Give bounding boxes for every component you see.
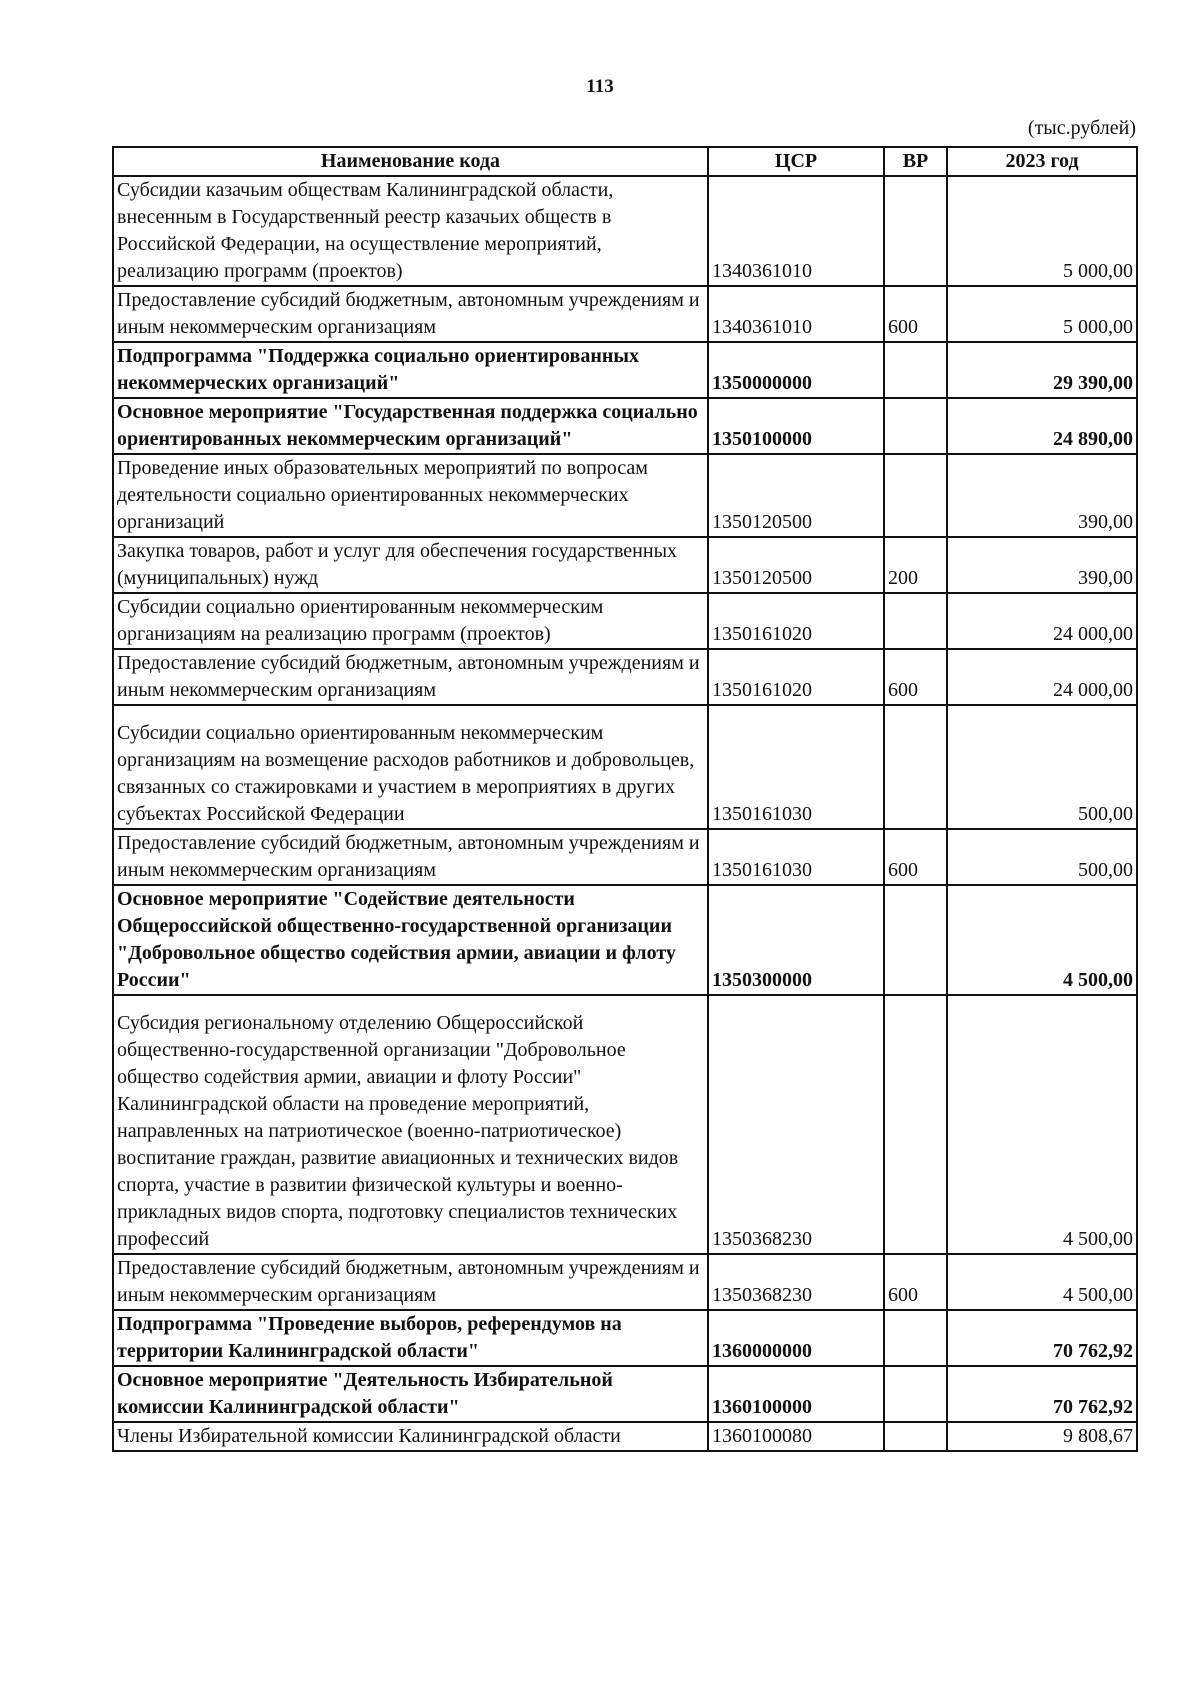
table-row — [113, 705, 1137, 829]
row-vr — [884, 593, 947, 649]
table-row — [113, 286, 1137, 342]
table-row — [113, 176, 1137, 286]
row-vr — [884, 705, 947, 829]
table-row — [113, 885, 1137, 995]
row-csr: 1340361010 — [708, 286, 884, 342]
row-csr: 1350368230 — [708, 995, 884, 1254]
row-amount: 500,00 — [947, 829, 1137, 885]
row-amount: 24 890,00 — [947, 398, 1137, 454]
row-vr — [884, 176, 947, 286]
row-vr — [884, 1310, 947, 1366]
row-amount: 4 500,00 — [947, 995, 1137, 1254]
row-csr: 1350161030 — [708, 829, 884, 885]
table-row — [113, 454, 1137, 537]
row-vr — [884, 1422, 947, 1451]
table-row — [113, 829, 1137, 885]
row-csr: 1360000000 — [708, 1310, 884, 1366]
table-row — [113, 1254, 1137, 1310]
row-vr — [884, 342, 947, 398]
row-vr: 600 — [884, 649, 947, 705]
row-csr: 1350300000 — [708, 885, 884, 995]
table-row — [113, 1310, 1137, 1366]
row-vr: 200 — [884, 537, 947, 593]
table-row — [113, 1366, 1137, 1422]
row-amount: 4 500,00 — [947, 885, 1137, 995]
row-csr: 1360100000 — [708, 1366, 884, 1422]
row-csr: 1350000000 — [708, 342, 884, 398]
row-amount: 9 808,67 — [947, 1422, 1137, 1451]
row-name: Субсидии казачьим обществам Калининградской области, внесенным в Государственный реестр казачьих обществ в Российской Федерации, на осуществление мероприятий, реализацию программ (проектов) — [113, 176, 708, 286]
table-row — [113, 1422, 1137, 1451]
row-amount: 70 762,92 — [947, 1366, 1137, 1422]
header-name: Наименование кода — [113, 147, 708, 176]
row-csr: 1350161020 — [708, 649, 884, 705]
row-amount: 390,00 — [947, 454, 1137, 537]
page-number: 113 — [586, 76, 614, 97]
row-vr — [884, 1366, 947, 1422]
row-csr: 1360100080 — [708, 1422, 884, 1451]
row-name: Предоставление субсидий бюджетным, автономным учреждениям и иным некоммерческим организациям — [113, 829, 708, 885]
row-amount: 5 000,00 — [947, 176, 1137, 286]
header-vr: ВР — [884, 147, 947, 176]
row-name: Основное мероприятие "Содействие деятельности Общероссийской общественно-государственной организации "Добровольное общество содействия армии, авиации и флоту России" — [113, 885, 708, 995]
row-vr — [884, 885, 947, 995]
row-amount: 29 390,00 — [947, 342, 1137, 398]
row-name: Члены Избирательной комиссии Калининградской области — [113, 1422, 708, 1451]
table-header-row — [113, 147, 1137, 176]
row-name: Субсидии социально ориентированным некоммерческим организациям на реализацию программ (проектов) — [113, 593, 708, 649]
row-name: Основное мероприятие "Государственная поддержка социально ориентированных некоммерческим организаций" — [113, 398, 708, 454]
row-vr: 600 — [884, 1254, 947, 1310]
row-name: Предоставление субсидий бюджетным, автономным учреждениям и иным некоммерческим организациям — [113, 286, 708, 342]
row-amount: 24 000,00 — [947, 593, 1137, 649]
row-name: Основное мероприятие "Деятельность Избирательной комиссии Калининградской области" — [113, 1366, 708, 1422]
table-row — [113, 398, 1137, 454]
row-vr: 600 — [884, 286, 947, 342]
row-amount: 24 000,00 — [947, 649, 1137, 705]
row-name: Закупка товаров, работ и услуг для обеспечения государственных (муниципальных) нужд — [113, 537, 708, 593]
row-csr: 1350120500 — [708, 454, 884, 537]
row-csr: 1350120500 — [708, 537, 884, 593]
row-name: Подпрограмма "Проведение выборов, референдумов на территории Калининградской области" — [113, 1310, 708, 1366]
header-year: 2023 год — [947, 147, 1137, 176]
table-row — [113, 649, 1137, 705]
budget-table — [112, 146, 1138, 1452]
row-name: Предоставление субсидий бюджетным, автономным учреждениям и иным некоммерческим организациям — [113, 649, 708, 705]
row-name: Субсидии социально ориентированным некоммерческим организациям на возмещение расходов работников и добровольцев, связанных со стажировками и участием в мероприятиях в других субъектах Российской Федерации — [113, 705, 708, 829]
row-vr — [884, 398, 947, 454]
row-vr: 600 — [884, 829, 947, 885]
header-csr: ЦСР — [708, 147, 884, 176]
row-amount: 5 000,00 — [947, 286, 1137, 342]
row-amount: 390,00 — [947, 537, 1137, 593]
row-amount: 4 500,00 — [947, 1254, 1137, 1310]
row-name: Проведение иных образовательных мероприятий по вопросам деятельности социально ориентированных некоммерческих организаций — [113, 454, 708, 537]
row-csr: 1350161020 — [708, 593, 884, 649]
table-body — [113, 176, 1137, 1451]
table-row — [113, 995, 1137, 1254]
row-amount: 500,00 — [947, 705, 1137, 829]
row-vr — [884, 454, 947, 537]
row-amount: 70 762,92 — [947, 1310, 1137, 1366]
table-row — [113, 537, 1137, 593]
table-row — [113, 342, 1137, 398]
row-name: Предоставление субсидий бюджетным, автономным учреждениям и иным некоммерческим организациям — [113, 1254, 708, 1310]
row-vr — [884, 995, 947, 1254]
row-name: Субсидия региональному отделению Общероссийской общественно-государственной организации "Добровольное общество содействия армии, авиации и флоту России" Калининградской области на проведение мероприятий, направленных на патриотическое (военно-патриотическое) воспитание граждан, развитие авиационных и технических видов спорта, участие в развитии физической культуры и военно-прикладных видов спорта, подготовку специалистов технических профессий — [113, 995, 708, 1254]
row-csr: 1350161030 — [708, 705, 884, 829]
row-csr: 1340361010 — [708, 176, 884, 286]
row-csr: 1350368230 — [708, 1254, 884, 1310]
row-csr: 1350100000 — [708, 398, 884, 454]
table-row — [113, 593, 1137, 649]
row-name: Подпрограмма "Поддержка социально ориентированных некоммерческих организаций" — [113, 342, 708, 398]
units-label: (тыс.рублей) — [1027, 117, 1136, 139]
